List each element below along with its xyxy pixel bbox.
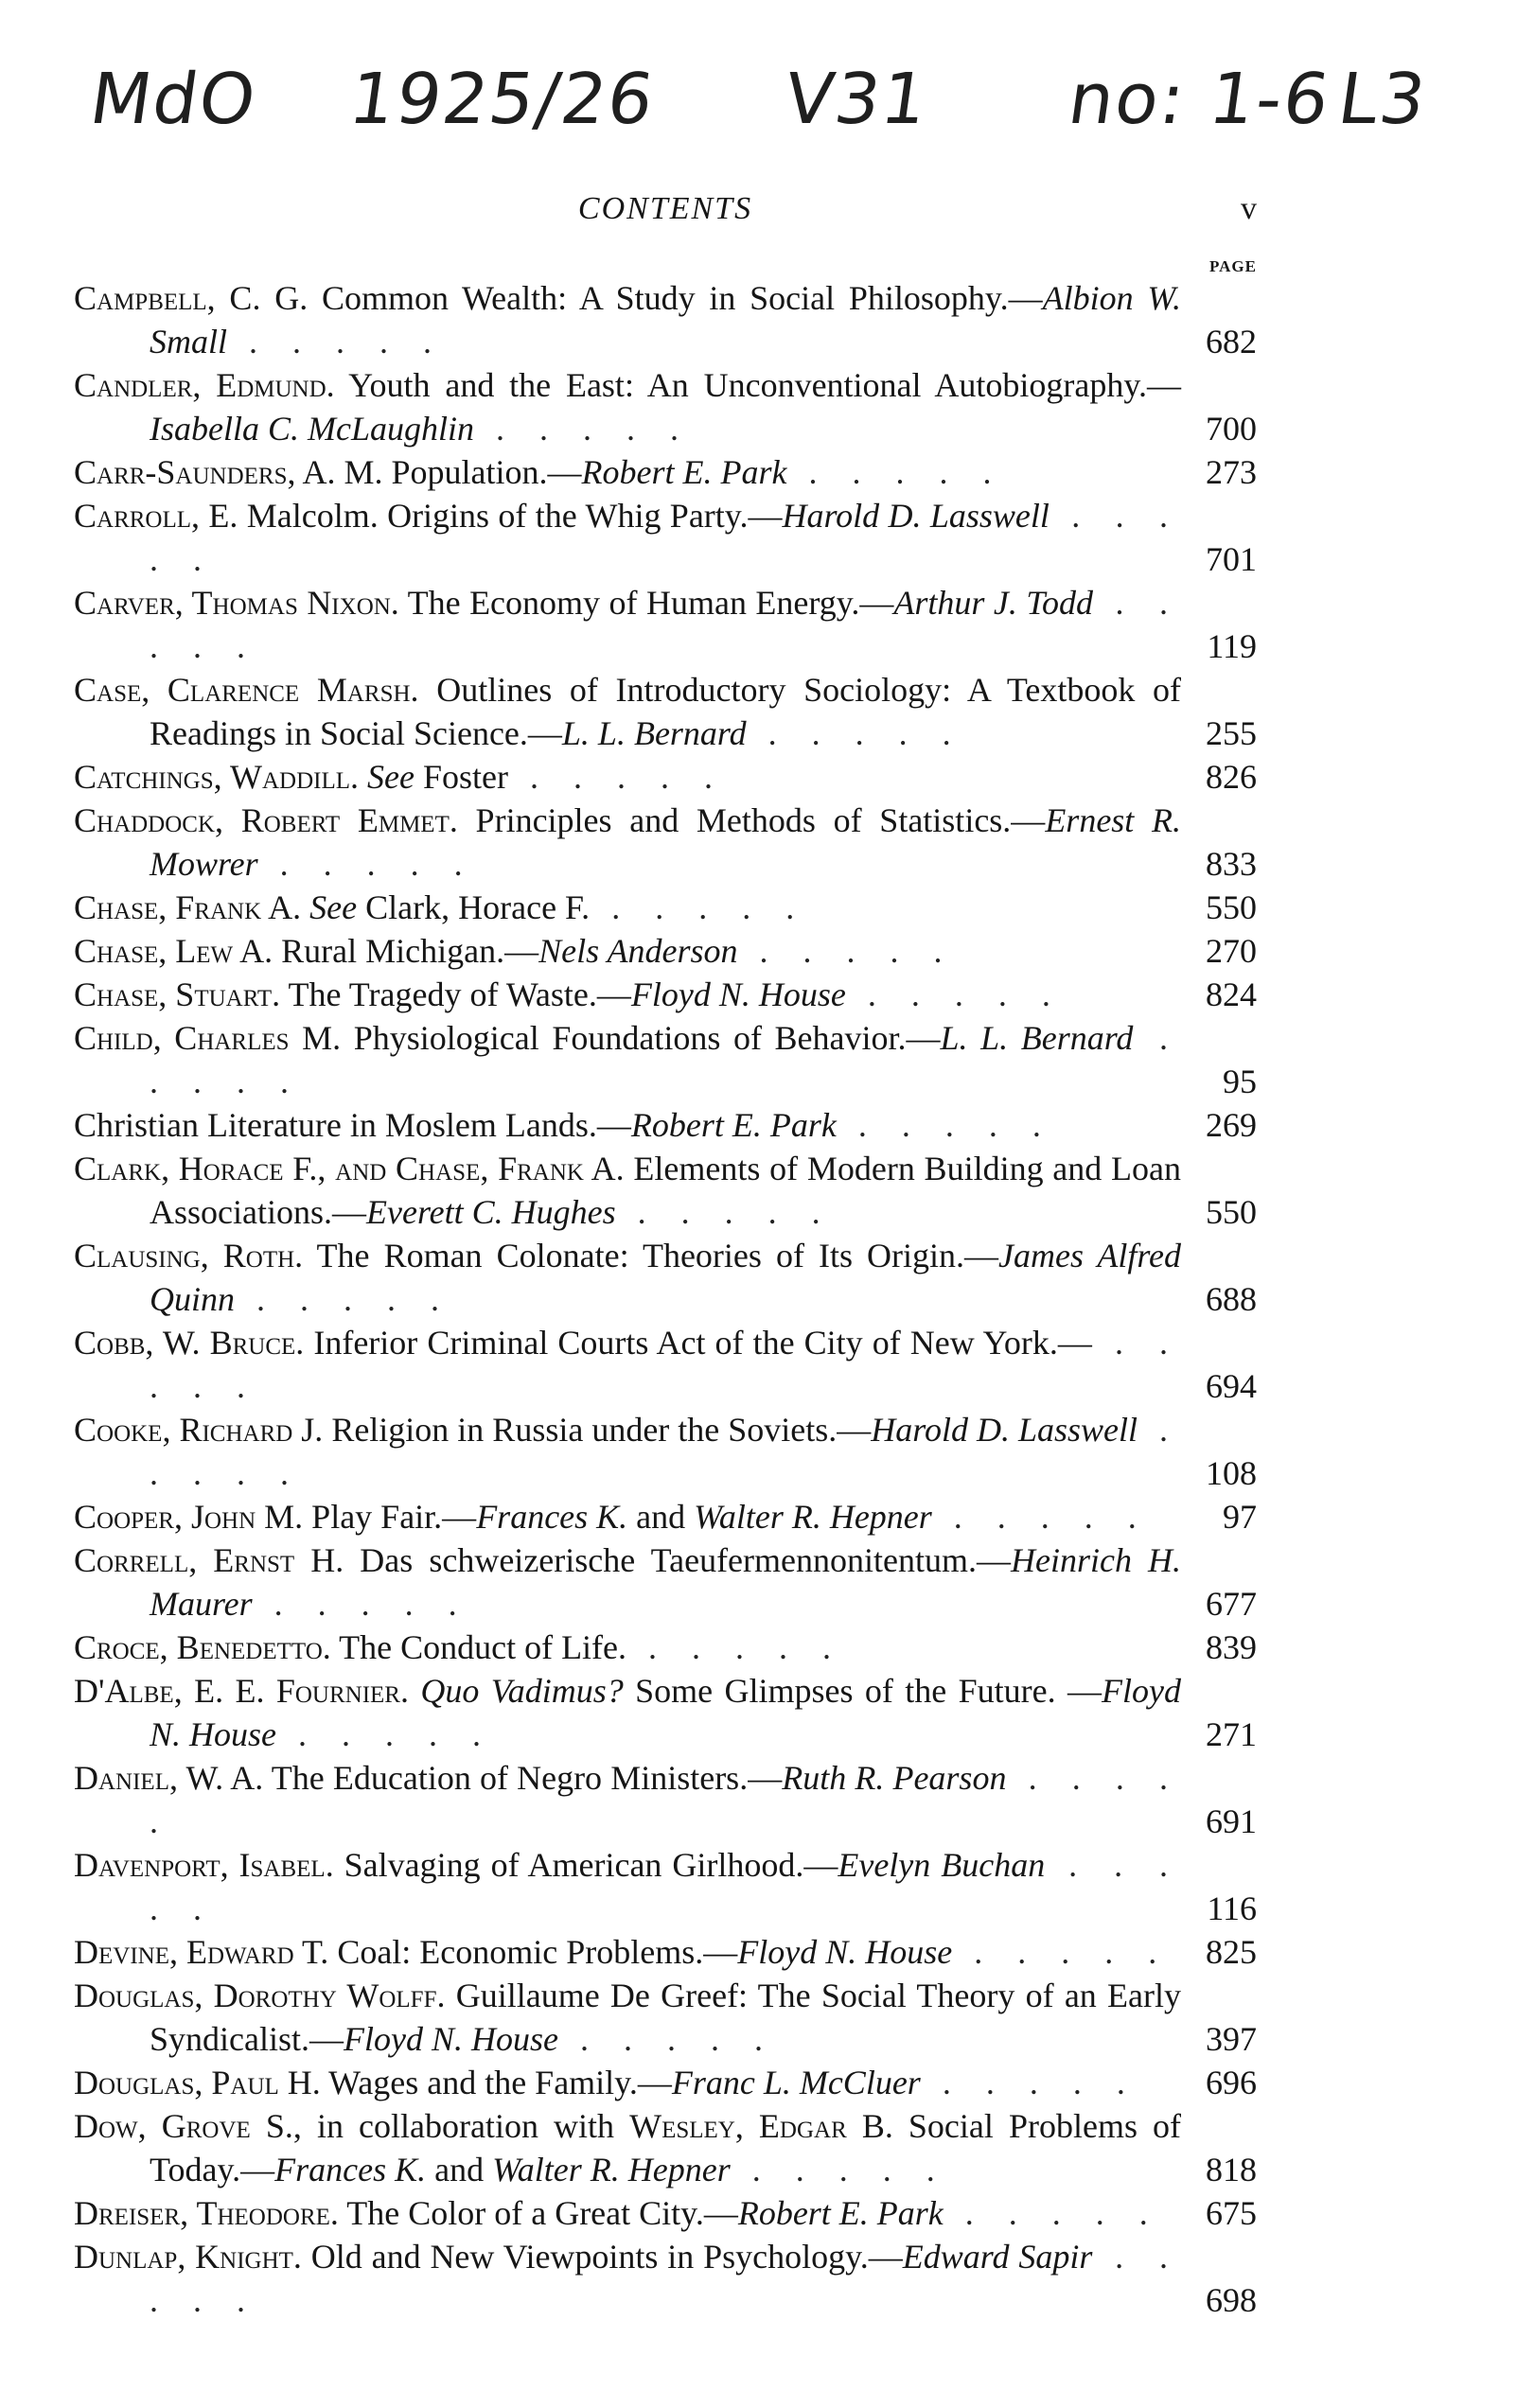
contents-entry [74, 2104, 1257, 2191]
entry-page-number: 116 [1207, 1889, 1257, 1927]
entry-title: Salvaging of American Girlhood.— [333, 1846, 838, 1884]
entry-title: Population.— [382, 453, 582, 491]
contents-entry [74, 1843, 1257, 1930]
handwritten-note-4: no: 1-6 [1063, 59, 1336, 140]
dot-leader: . . . . . [150, 1846, 1182, 1927]
entry-text [74, 1930, 1181, 1974]
entry-author: Davenport, Isabel. [74, 1846, 334, 1884]
dot-leader: . . . . . [626, 1628, 845, 1666]
entry-page-number: 696 [1206, 2064, 1257, 2101]
contents-entry [74, 799, 1257, 886]
contents-entry [74, 1756, 1257, 1843]
entry-reviewer-joiner: and [426, 2151, 493, 2188]
entry-text [74, 2235, 1181, 2322]
entry-page-number: 95 [1223, 1063, 1257, 1100]
entry-title: Elements of Modern Building and Loan Associations.— [150, 1150, 1181, 1231]
contents-entry [74, 1408, 1257, 1495]
entry-author: Carroll, [74, 497, 201, 535]
entry-reviewer: Frances K. [476, 1498, 628, 1536]
entry-page-number: 682 [1206, 323, 1257, 360]
folio: v [1241, 191, 1257, 226]
entry-title-continued: Some Glimpses of the Future. — [623, 1672, 1102, 1710]
entry-title: Wages and the Family.— [320, 2064, 672, 2101]
entry-author-initials: C. G. [215, 279, 309, 317]
dot-leader: . . . . . [920, 2064, 1138, 2101]
entry-title: Social Problems of Today.— [150, 2107, 1182, 2188]
dot-leader: . . . . . [227, 323, 446, 360]
entry-reviewer-2: Walter R. Hepner [694, 1498, 932, 1536]
entry-author-initials: E. E. [182, 1672, 276, 1710]
running-head [74, 191, 1257, 238]
entry-author: Clark, Horace [74, 1150, 284, 1187]
entry-reviewer: Robert E. Park [630, 1106, 837, 1144]
contents-entry [74, 1321, 1257, 1408]
entry-author-initials: H. [278, 2064, 321, 2101]
entry-author-initials: M. [256, 1498, 304, 1536]
entry-author: Catchings, Waddill. [74, 758, 359, 796]
entry-title-continued: Foster [414, 758, 508, 796]
contents-entry [74, 1669, 1257, 1756]
contents-entry [74, 450, 1257, 494]
contents-entry [74, 755, 1257, 799]
dot-leader: . . . . . [952, 1933, 1171, 1971]
entry-page-number: 273 [1206, 453, 1257, 491]
entry-reviewer-joiner: and [627, 1498, 695, 1536]
entry-reviewer: Frances K. [274, 2151, 427, 2188]
entry-author-initials: W. A. [177, 1759, 264, 1797]
entry-page-number: 698 [1206, 2281, 1257, 2319]
entry-author-initials: J. [292, 1411, 324, 1449]
dot-leader: . . . . . [235, 1280, 452, 1318]
dot-leader: . . . . . [590, 888, 808, 926]
entry-text [74, 2061, 1181, 2104]
entry-page-number: 825 [1206, 1933, 1257, 1971]
entry-title: The Color of a Great City.— [338, 2194, 738, 2232]
entry-text [74, 973, 1181, 1016]
entry-author: Devine, Edward [74, 1933, 294, 1971]
dot-leader: . . . . . [150, 1759, 1181, 1840]
entry-author-initials: F., [283, 1150, 336, 1187]
entry-author: Cooke, Richard [74, 1411, 293, 1449]
entry-reviewer: Robert E. Park [737, 2194, 944, 2232]
contents-entry [74, 973, 1257, 1016]
entry-title: Youth and the East: An Unconventional Autobiography.— [334, 366, 1181, 404]
entry-reviewer: Isabella C. McLaughlin [150, 410, 474, 448]
entry-title: Common Wealth: A Study in Social Philosophy.— [308, 279, 1043, 317]
entry-reviewer: James Alfred Quinn [150, 1237, 1181, 1318]
entry-title-continued: Clark, Horace F. [357, 888, 591, 926]
entry-page-number: 271 [1206, 1715, 1257, 1753]
entry-author: Daniel, [74, 1759, 178, 1797]
entry-title [409, 1672, 420, 1710]
entry-reviewer: Arthur J. Todd [893, 584, 1094, 622]
entry-reviewer: Floyd N. House [150, 1672, 1182, 1753]
dot-leader: . . . . . [276, 1715, 494, 1753]
contents-entry [74, 1103, 1257, 1147]
entry-text [74, 450, 1181, 494]
dot-leader: . . . . . [931, 1498, 1150, 1536]
entry-page-number: 818 [1206, 2151, 1257, 2188]
contents-entry [74, 929, 1257, 973]
entry-author: Douglas, Paul [74, 2064, 279, 2101]
entry-text [74, 755, 1181, 799]
handwritten-note-3: V31 [779, 59, 934, 140]
contents-entry [74, 494, 1257, 581]
entry-page-number: 824 [1206, 976, 1257, 1013]
handwritten-note-5: L3 [1332, 59, 1433, 140]
entry-page-number: 255 [1206, 714, 1257, 752]
dot-leader: . . . . . [836, 1106, 1054, 1144]
entry-text [74, 2191, 1181, 2235]
entry-text [74, 1103, 1181, 1147]
entry-author: D'Albe, [74, 1672, 183, 1710]
dot-leader: . . . . . [150, 1324, 1182, 1405]
entry-reviewer-2: Walter R. Hepner [492, 2151, 731, 2188]
entry-text [74, 1321, 1181, 1408]
entry-italic-title: Quo Vadimus? [420, 1672, 624, 1710]
contents-entry [74, 581, 1257, 668]
entry-title: Rural Michigan.— [273, 932, 539, 970]
dot-leader: . . . . . [746, 714, 964, 752]
entry-reviewer: Edward Sapir [902, 2238, 1093, 2276]
entry-coauthor: Bruce. [209, 1324, 305, 1362]
contents-entry [74, 1930, 1257, 1974]
contents-list [74, 276, 1257, 2322]
contents-entry [74, 2235, 1257, 2322]
contents-entry [74, 1626, 1257, 1669]
entry-reviewer: Floyd N. House [630, 976, 846, 1013]
entry-author-initials: A. [261, 888, 302, 926]
contents-entry [74, 668, 1257, 755]
entry-author: Correll, Ernst [74, 1541, 295, 1579]
entry-text [74, 1626, 1181, 1669]
entry-text [74, 1016, 1181, 1103]
entry-coauthor: Fournier. [275, 1672, 409, 1710]
entry-title [359, 758, 367, 796]
entry-text [74, 1495, 1181, 1538]
entry-page-number: 550 [1206, 1193, 1257, 1231]
entry-see-reference: See [309, 888, 358, 926]
entry-text [74, 1234, 1181, 1321]
entry-reviewer: L. L. Bernard [940, 1019, 1134, 1057]
entry-text [74, 1843, 1181, 1930]
entry-coauthor-initials: B. [846, 2107, 893, 2145]
entry-page-number: 97 [1223, 1498, 1257, 1536]
entry-title: Origins of the Whig Party.— [378, 497, 783, 535]
entry-see-reference: See [367, 758, 415, 796]
entry-text [74, 886, 1181, 929]
contents-entry [74, 1538, 1257, 1626]
entry-title: Play Fair.— [303, 1498, 477, 1536]
entry-author: Chase, Lew [74, 932, 234, 970]
entry-author: Dreiser, Theodore. [74, 2194, 339, 2232]
entry-reviewer: Nels Anderson [538, 932, 738, 970]
entry-page-number: 108 [1206, 1454, 1257, 1492]
entry-text [74, 1538, 1181, 1626]
dot-leader: . . . . . [737, 932, 956, 970]
dot-leader: . . . . . [150, 1019, 1181, 1100]
entry-title: The Education of Negro Ministers.— [263, 1759, 783, 1797]
dot-leader: . . . . . [943, 2194, 1161, 2232]
handwritten-note-1: MdO [84, 59, 263, 140]
entry-author: Croce, Benedetto. [74, 1628, 331, 1666]
contents-entry [74, 2061, 1257, 2104]
contents-entry [74, 363, 1257, 450]
entry-title: Das schweizerische Taeufermennonitentum.— [344, 1541, 1011, 1579]
entry-author: Dunlap, Knight. [74, 2238, 302, 2276]
entry-author-initials: T. [293, 1933, 329, 1971]
contents-entry [74, 2191, 1257, 2235]
dot-leader: . . . . . [150, 1411, 1182, 1492]
entry-reviewer: Franc L. McCluer [671, 2064, 921, 2101]
entry-author-initials: S., in collaboration with [250, 2107, 630, 2145]
entry-author: Carver, Thomas Nixon. [74, 584, 399, 622]
entry-reviewer: Floyd N. House [737, 1933, 953, 1971]
entry-author: Dow, Grove [74, 2107, 251, 2145]
entry-text [74, 1756, 1181, 1843]
entry-text [74, 363, 1181, 450]
entry-author: Clausing, Roth. [74, 1237, 304, 1274]
entry-page-number: 675 [1206, 2194, 1257, 2232]
dot-leader: . . . . . [557, 2020, 776, 2058]
entry-text [74, 494, 1181, 581]
entry-author-initials: A. [233, 932, 273, 970]
entry-page-number: 833 [1206, 845, 1257, 883]
entry-author: Chase, Frank [74, 888, 262, 926]
dot-leader: . . . . . [786, 453, 1005, 491]
entry-reviewer: Heinrich H. Maurer [150, 1541, 1182, 1623]
entry-title: Guillaume De Greef: The Social Theory of an Early Syndicalist.— [150, 1977, 1181, 2058]
entry-author: Douglas, Dorothy Wolff. [74, 1977, 446, 2014]
entry-coauthor-initials: A. [583, 1150, 625, 1187]
entry-text [74, 668, 1181, 755]
entry-title: Physiological Foundations of Behavior.— [341, 1019, 941, 1057]
entry-author-initials: A. M. [295, 453, 383, 491]
entry-author: Chaddock, Robert Emmet. [74, 801, 458, 839]
entry-reviewer: L. L. Bernard [561, 714, 747, 752]
dot-leader: . . . . . [730, 2151, 948, 2188]
entry-title: Inferior Criminal Courts Act of the City of New York.— [304, 1324, 1092, 1362]
contents-entry [74, 1974, 1257, 2061]
entry-author-initials: W. [153, 1324, 210, 1362]
entry-text [74, 276, 1181, 363]
entry-text [74, 1408, 1181, 1495]
entry-reviewer: Albion W. Small [150, 279, 1182, 360]
entry-title: Principles and Methods of Statistics.— [457, 801, 1046, 839]
entry-page-number: 550 [1206, 888, 1257, 926]
entry-reviewer: Floyd N. House [344, 2020, 558, 2058]
entry-reviewer: Everett C. Hughes [366, 1193, 616, 1231]
entry-page-number: 701 [1206, 540, 1257, 578]
entry-reviewer: Harold D. Lasswell [782, 497, 1050, 535]
entry-title: The Tragedy of Waste.— [280, 976, 631, 1013]
entry-author: Cobb, [74, 1324, 154, 1362]
entry-text [74, 1669, 1181, 1756]
entry-page-number: 839 [1206, 1628, 1257, 1666]
entry-reviewer: Robert E. Park [581, 453, 787, 491]
entry-title: Religion in Russia under the Soviets.— [323, 1411, 872, 1449]
entry-author: Cooper, John [74, 1498, 256, 1536]
entry-reviewer: Ernest R. Mowrer [150, 801, 1181, 883]
entry-reviewer: Harold D. Lasswell [871, 1411, 1138, 1449]
entry-page-number: 677 [1206, 1585, 1257, 1623]
contents-entry [74, 1016, 1257, 1103]
entry-author: Child, Charles [74, 1019, 290, 1057]
entry-author-initials: H. [294, 1541, 344, 1579]
entry-author: Campbell, [74, 279, 216, 317]
entry-author: Case, Clarence Marsh. [74, 671, 419, 709]
dot-leader: . . . . . [615, 1193, 834, 1231]
entry-text [74, 2104, 1181, 2191]
dot-leader: . . . . . [150, 497, 1181, 578]
entry-title: The Economy of Human Energy.— [398, 584, 894, 622]
entry-text [74, 929, 1181, 973]
dot-leader: . . . . . [150, 2238, 1182, 2319]
page-title: CONTENTS [577, 191, 753, 226]
entry-page-number: 826 [1206, 758, 1257, 796]
contents-entry [74, 1147, 1257, 1234]
entry-page-number: 270 [1206, 932, 1257, 970]
handwritten-shelfmark [0, 59, 1517, 172]
entry-page-number: 688 [1206, 1280, 1257, 1318]
entry-page-number: 397 [1206, 2020, 1257, 2058]
entry-author: Carr-Saunders, [74, 453, 296, 491]
entry-page-number: 269 [1206, 1106, 1257, 1144]
entry-coauthor: Wesley, Edgar [629, 2107, 847, 2145]
entry-text [74, 581, 1181, 668]
entry-author: Candler, Edmund. [74, 366, 335, 404]
entry-title: Christian Literature in Moslem Lands.— [74, 1106, 631, 1144]
entry-text [74, 1147, 1181, 1234]
handwritten-note-2: 1925/26 [344, 59, 661, 140]
entry-title: The Conduct of Life. [330, 1628, 627, 1666]
entry-reviewer: Evelyn Buchan [838, 1846, 1046, 1884]
dot-leader: . . . . . [473, 410, 692, 448]
dot-leader: . . . . . [845, 976, 1064, 1013]
entry-author-initials: M. [289, 1019, 342, 1057]
entry-title: The Roman Colonate: Theories of Its Origin.— [303, 1237, 998, 1274]
entry-text [74, 799, 1181, 886]
entry-page-number: 694 [1206, 1367, 1257, 1405]
contents-entry [74, 276, 1257, 363]
contents-entry [74, 1234, 1257, 1321]
entry-reviewer: Ruth R. Pearson [782, 1759, 1007, 1797]
entry-title: Outlines of Introductory Sociology: A Textbook of Readings in Social Science.— [150, 671, 1181, 752]
entry-text [74, 1974, 1181, 2061]
entry-coauthor: and Chase, Frank [335, 1150, 584, 1187]
entry-page-number: 119 [1207, 627, 1257, 665]
entry-title: Coal: Economic Problems.— [328, 1933, 738, 1971]
entry-author-initials: E. Malcolm. [200, 497, 379, 535]
entry-title: Old and New Viewpoints in Psychology.— [301, 2238, 903, 2276]
contents-entry [74, 1495, 1257, 1538]
contents-entry [74, 886, 1257, 929]
entry-author: Chase, Stuart. [74, 976, 281, 1013]
entry-page-number: 700 [1206, 410, 1257, 448]
dot-leader: . . . . . [150, 584, 1181, 665]
dot-leader: . . . . . [257, 845, 476, 883]
page-column-label: PAGE [1209, 257, 1257, 275]
dot-leader: . . . . . [252, 1585, 470, 1623]
entry-title [301, 888, 309, 926]
entry-page-number: 691 [1206, 1802, 1257, 1840]
dot-leader: . . . . . [507, 758, 726, 796]
